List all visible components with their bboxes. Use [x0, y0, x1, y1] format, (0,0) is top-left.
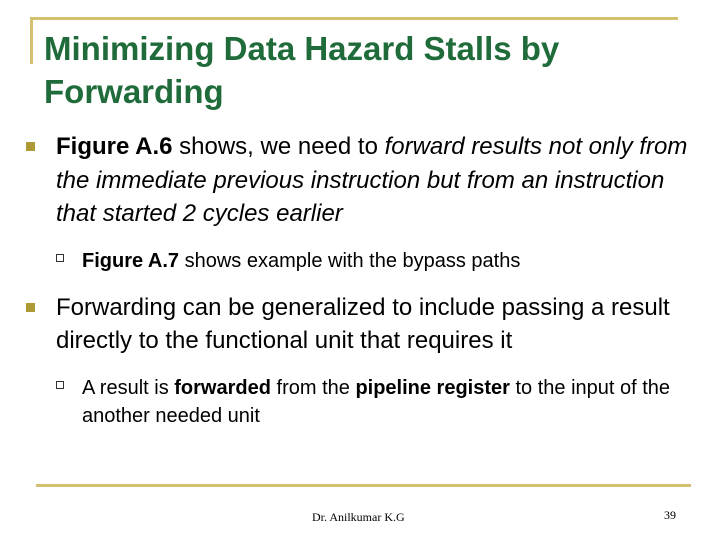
text-run: Forwarding can be generalized to include passing a result directly to the functional unit that requires it: [56, 293, 670, 355]
bullet-1-sub-1-text: [82, 247, 704, 275]
bottom-rule: [36, 484, 691, 487]
bullet-2-sub-1: [24, 374, 704, 430]
top-rule: [30, 17, 678, 20]
square-bullet-icon: [26, 303, 35, 312]
bullet-1-sub-1: [24, 247, 704, 275]
bullet-2-text: [56, 291, 704, 358]
text-run: forward results not only from the immediate previous instruction but from an instruction that started 2 cycles earlier: [56, 133, 688, 228]
left-rule: [30, 17, 33, 64]
text-run: shows, we need to: [172, 133, 385, 160]
text-run: A result is: [82, 376, 175, 399]
square-bullet-icon: [26, 142, 35, 151]
text-run: Figure A.6: [56, 133, 173, 160]
slide-body: [24, 130, 704, 446]
bullet-1-text: [56, 130, 704, 231]
bullet-2: [24, 291, 704, 358]
bullet-1: [24, 130, 704, 231]
footer-author: Dr. Anilkumar K.G: [312, 510, 405, 524]
text-run: to the input of the another needed unit: [82, 376, 671, 427]
hollow-square-bullet-icon: [56, 254, 64, 262]
text-run: shows example with the bypass paths: [179, 249, 521, 272]
text-run: pipeline register: [355, 376, 510, 399]
slide-title: Minimizing Data Hazard Stalls by Forwarding: [44, 30, 560, 110]
page-number: 39: [664, 508, 676, 522]
text-run: from the: [270, 376, 356, 399]
text-run: Figure A.7: [82, 249, 180, 272]
bullet-2-sub-1-text: [82, 374, 704, 430]
hollow-square-bullet-icon: [56, 381, 64, 389]
text-run: forwarded: [174, 376, 271, 399]
